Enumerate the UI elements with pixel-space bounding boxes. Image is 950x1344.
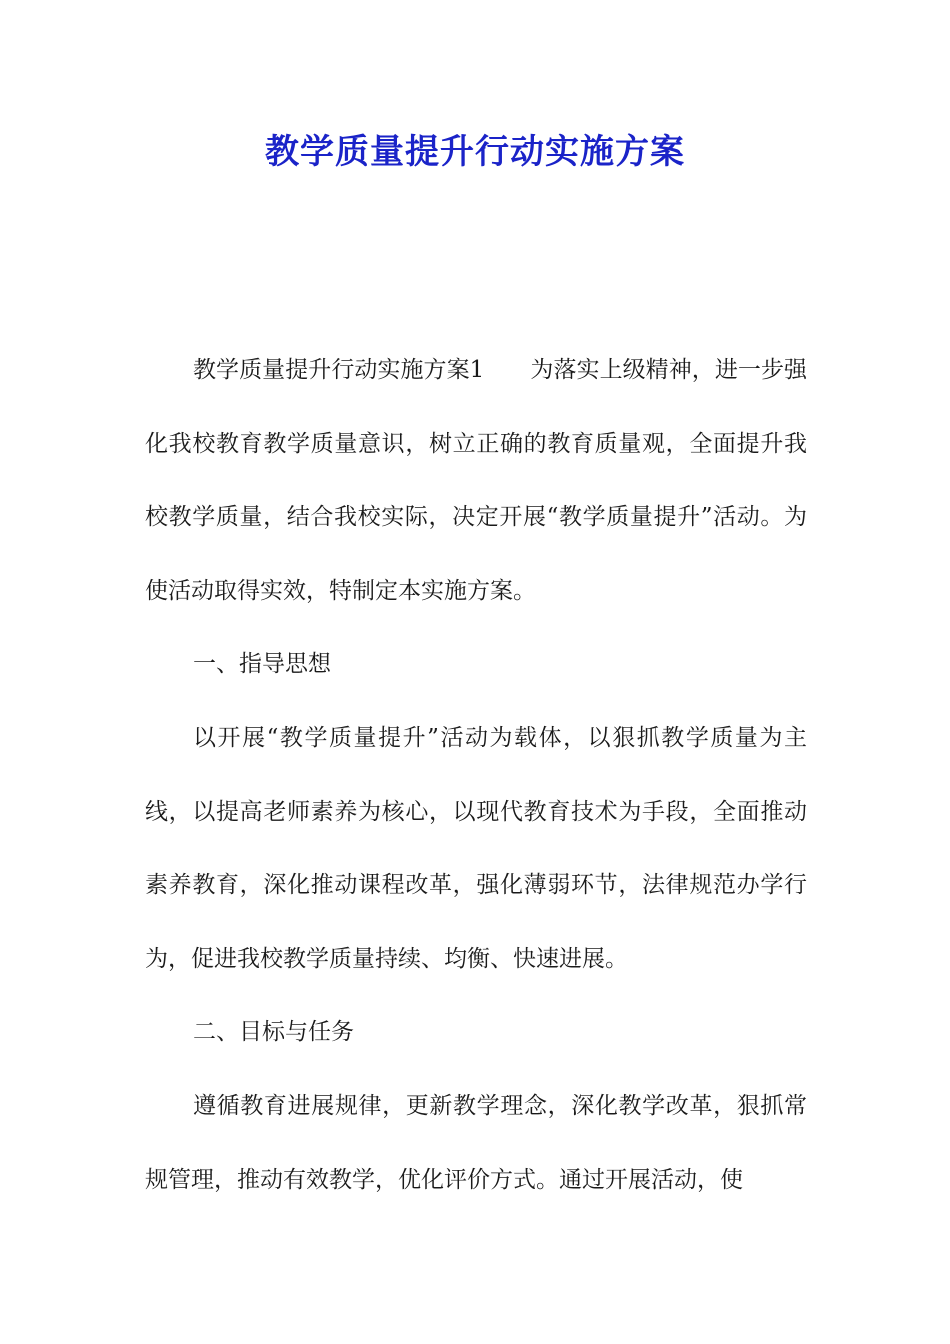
section-heading-guiding-thought: 一、指导思想: [193, 651, 331, 678]
paragraph-goals-tasks: 遵循教育进展规律，更新教学理念，深化教学改革，狠抓常规管理，推动有效教学，优化评价方式。通过开展活动，使: [145, 1092, 807, 1193]
document-body: [145, 334, 807, 1217]
paragraph-intro: 教学质量提升行动实施方案1 为落实上级精神，进一步强化我校教育教学质量意识，树立正确的教育质量观，全面提升我校教学质量，结合我校实际，决定开展“教学质量提升”活动。为使活动取得实效，特制定本实施方案。: [145, 357, 807, 604]
document-title: 教学质量提升行动实施方案: [265, 132, 685, 172]
section-heading-goals-tasks: 二、目标与任务: [193, 1019, 354, 1046]
paragraph-guiding-thought: 以开展“教学质量提升”活动为载体，以狠抓教学质量为主线，以提高老师素养为核心，以现代教育技术为手段，全面推动素养教育，深化推动课程改革，强化薄弱环节，法律规范办学行为，促进我校教学质量持续、均衡、快速进展。: [145, 724, 807, 972]
